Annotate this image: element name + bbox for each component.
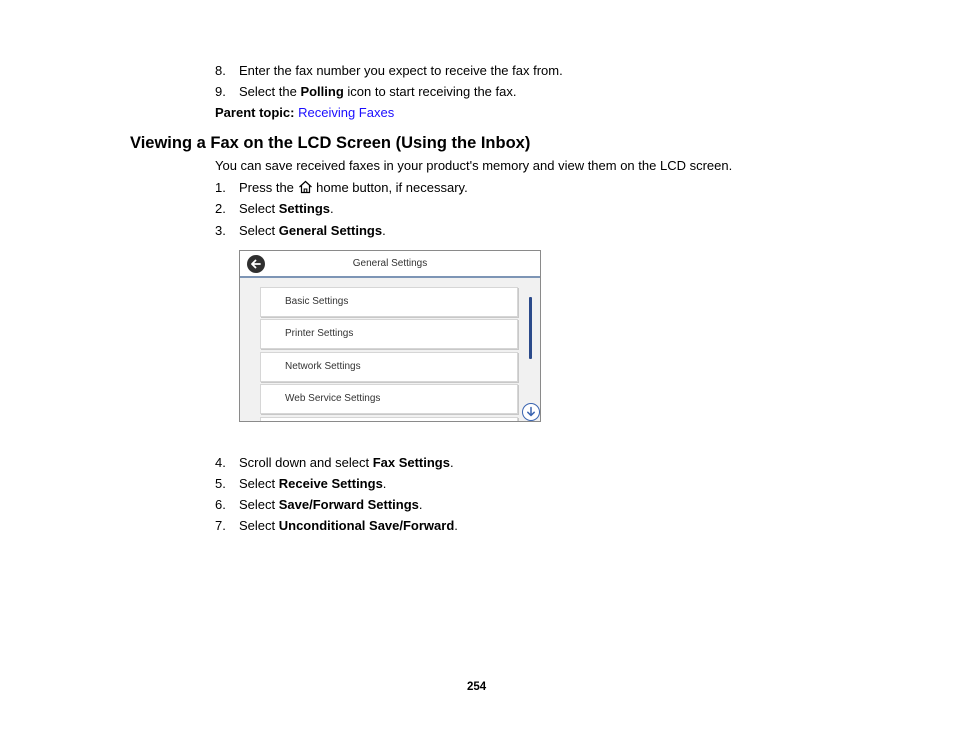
step-number: 6.	[215, 497, 226, 512]
step-number: 7.	[215, 518, 226, 533]
step-9	[215, 84, 516, 99]
home-icon	[298, 180, 313, 194]
step-text-bold: Fax Settings	[372, 455, 450, 470]
lcd-item-partial[interactable]	[260, 417, 518, 422]
step-text-bold: Save/Forward Settings	[278, 497, 419, 512]
step-text-post: .	[418, 497, 423, 512]
step-number: 4.	[215, 455, 226, 470]
lcd-item-label: Network Settings	[285, 361, 361, 372]
step-3	[215, 223, 386, 238]
section-title: Viewing a Fax on the LCD Screen (Using the Inbox)	[130, 134, 531, 152]
lcd-header	[240, 251, 540, 278]
step-text-pre: Press the	[239, 180, 294, 195]
lcd-title: General Settings	[352, 258, 428, 269]
lcd-screenshot	[239, 250, 541, 422]
step-number: 8.	[215, 63, 226, 78]
page-number: 254	[467, 681, 487, 693]
lcd-item-network-settings[interactable]	[260, 352, 518, 382]
step-text-post: icon to start receiving the fax.	[343, 84, 517, 99]
step-number: 1.	[215, 180, 226, 195]
step-text-pre: Select	[239, 201, 279, 216]
step-text-bold: Unconditional Save/Forward	[278, 518, 455, 533]
step-text-bold: Receive Settings	[278, 476, 383, 491]
step-number: 2.	[215, 201, 226, 216]
lcd-item-printer-settings[interactable]	[260, 319, 518, 349]
step-text-post: home button, if necessary.	[316, 180, 468, 195]
step-number: 3.	[215, 223, 226, 238]
lcd-item-basic-settings[interactable]	[260, 287, 518, 317]
parent-topic-link[interactable]: Receiving Faxes	[298, 105, 395, 120]
intro-paragraph: You can save received faxes in your product's memory and view them on the LCD screen.	[215, 158, 733, 173]
step-text-post: .	[454, 518, 458, 533]
step-number: 5.	[215, 476, 226, 491]
lcd-item-label: Printer Settings	[285, 328, 354, 339]
step-text-pre: Select	[239, 476, 279, 491]
step-text-bold: Polling	[300, 84, 344, 99]
step-number: 9.	[215, 84, 226, 99]
step-6	[215, 497, 423, 512]
step-2	[215, 201, 334, 216]
step-8	[215, 63, 563, 78]
step-text-pre: Select the	[239, 84, 301, 99]
step-text-pre: Select	[239, 223, 279, 238]
step-text-bold: General Settings	[278, 223, 383, 238]
parent-topic-label: Parent topic:	[215, 105, 295, 120]
scroll-down-icon[interactable]	[522, 403, 540, 421]
parent-topic	[215, 105, 394, 120]
step-text-post: .	[382, 476, 387, 491]
step-text-bold: Settings	[278, 201, 331, 216]
lcd-item-label: Basic Settings	[285, 296, 349, 307]
step-1	[215, 180, 468, 195]
step-text-pre: Select	[239, 497, 279, 512]
lcd-item-web-service-settings[interactable]	[260, 384, 518, 414]
lcd-item-label: Web Service Settings	[285, 393, 381, 404]
step-4	[215, 455, 454, 470]
step-text-post: .	[449, 455, 454, 470]
step-7	[215, 518, 458, 533]
step-text-pre: Select	[239, 518, 279, 533]
step-text: Enter the fax number you expect to receive the fax from.	[239, 63, 563, 78]
lcd-scrollbar[interactable]	[529, 297, 532, 359]
step-text-post: .	[382, 223, 386, 238]
step-5	[215, 476, 386, 491]
step-text-pre: Scroll down and select	[239, 455, 373, 470]
step-text-post: .	[330, 201, 334, 216]
